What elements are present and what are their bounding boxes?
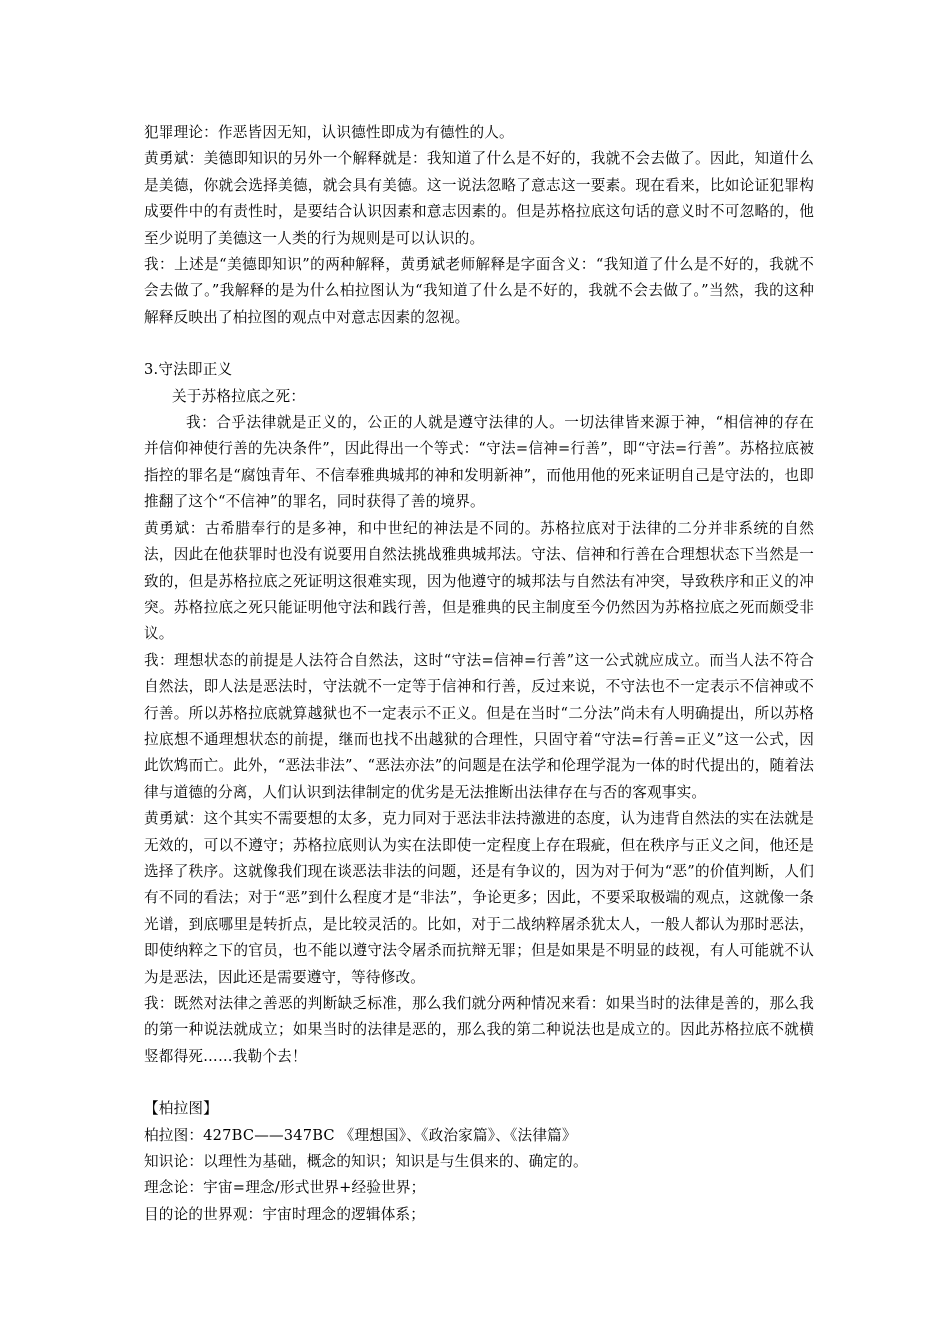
plato-line-1: 柏拉图：427BC——347BC 《理想国》、《政治家篇》、《法律篇》 [144, 1126, 577, 1144]
intro-paragraph-1: 犯罪理论：作恶皆因无知，认识德性即成为有德性的人。 [144, 124, 514, 141]
intro-paragraph-2: 黄勇斌：美德即知识的另外一个解释就是：我知道了什么是不好的，我就不会去做了。因此，知道什么是美德，你就会选择美德，就会具有美德。这一说法忽略了意志这一要素。现在看来，比如论证犯罪构成要件中的有责性时，是要结合认识因素和意志因素的。但是苏格拉底这句话的意义时不可忽略的，他至少说明了美德这一人类的行为规则是可以认识的。 [144, 150, 814, 247]
section-3-paragraph-1: 我：合乎法律就是正义的，公正的人就是遵守法律的人。一切法律皆来源于神，“相信神的存在并信仰神使行善的先决条件”，因此得出一个等式：“守法=信神=行善”，即“守法=行善”。苏格拉底被指控的罪名是“腐蚀青年、不信奉雅典城邦的神和发明新神”，而他用他的死来证明自己是守法的，也即推翻了这个“不信神”的罪名，同时获得了善的境界。 [144, 414, 814, 511]
plato-line-2: 知识论：以理性为基础，概念的知识；知识是与生俱来的、确定的。 [144, 1153, 588, 1171]
document-page [144, 120, 814, 1228]
intro-paragraph-3: 我：上述是“美德即知识”的两种解释，黄勇斌老师解释是字面含义：“我知道了什么是不好的，我就不会去做了。”我解释的是为什么柏拉图认为“我知道了什么是不好的，我就不会去做了。”当然，我的这种解释反映出了柏拉图的观点中对意志因素的忽视。 [144, 256, 814, 326]
section-3-subheading: 关于苏格拉底之死： [172, 387, 306, 405]
section-3-paragraph-2: 黄勇斌：古希腊奉行的是多神，和中世纪的神法是不同的。苏格拉底对于法律的二分并非系统的自然法，因此在他获罪时也没有说要用自然法挑战雅典城邦法。守法、信神和行善在合理想状态下当然是一致的，但是苏格拉底之死证明这很难实现，因为他遵守的城邦法与自然法有冲突，导致秩序和正义的冲突。苏格拉底之死只能证明他守法和践行善，但是雅典的民主制度至今仍然因为苏格拉底之死而颇受非议。 [144, 519, 814, 643]
plato-heading: 【柏拉图】 [144, 1100, 218, 1118]
spacer [144, 1070, 814, 1096]
plato-line-3: 理念论：宇宙=理念/形式世界+经验世界； [144, 1179, 426, 1197]
section-3-paragraph-4: 黄勇斌：这个其实不需要想的太多，克力同对于恶法非法持激进的态度，认为违背自然法的实在法就是无效的，可以不遵守；苏格拉底则认为实在法即使一定程度上存在瑕疵，但在秩序与正义之间，他还是选择了秩序。这就像我们现在谈恶法非法的问题，还是有争议的，因为对于何为“恶”的价值判断，人们有不同的看法；对于“恶”到什么程度才是“非法”，争论更多；因此，不要采取极端的观点，这就像一条光谱，到底哪里是转折点，是比较灵活的。比如，对于二战纳粹屠杀犹太人，一般人都认为那时恶法，即使纳粹之下的官员，也不能以遵守法令屠杀而抗辩无罪；但是如果是不明显的歧视，有人可能就不认为是恶法，因此还是需要遵守，等待修改。 [144, 810, 814, 986]
section-3-paragraph-3: 我：理想状态的前提是人法符合自然法，这时“守法=信神=行善”这一公式就应成立。而当人法不符合自然法，即人法是恶法时，守法就不一定等于信神和行善，反过来说，不守法也不一定表示不信神或不行善。所以苏格拉底就算越狱也不一定表示不正义。但是在当时“二分法”尚未有人明确提出，所以苏格拉底想不通理想状态的前提，继而也找不出越狱的合理性，只固守着“守法=行善=正义”这一公式，因此饮鸩而亡。此外，“恶法非法”、“恶法亦法”的问题是在法学和伦理学混为一体的时代提出的，随着法律与道德的分离，人们认识到法律制定的优劣是无法推断出法律存在与否的客观事实。 [144, 651, 814, 801]
spacer [144, 331, 814, 357]
section-3-paragraph-5: 我：既然对法律之善恶的判断缺乏标准，那么我们就分两种情况来看：如果当时的法律是善的，那么我的第一种说法就成立；如果当时的法律是恶的，那么我的第二种说法也是成立的。因此苏格拉底不就横竖都得死……我勒个去！ [144, 995, 814, 1065]
section-3-heading: 3.守法即正义 [144, 361, 233, 379]
plato-line-4: 目的论的世界观：宇宙时理念的逻辑体系； [144, 1205, 426, 1223]
